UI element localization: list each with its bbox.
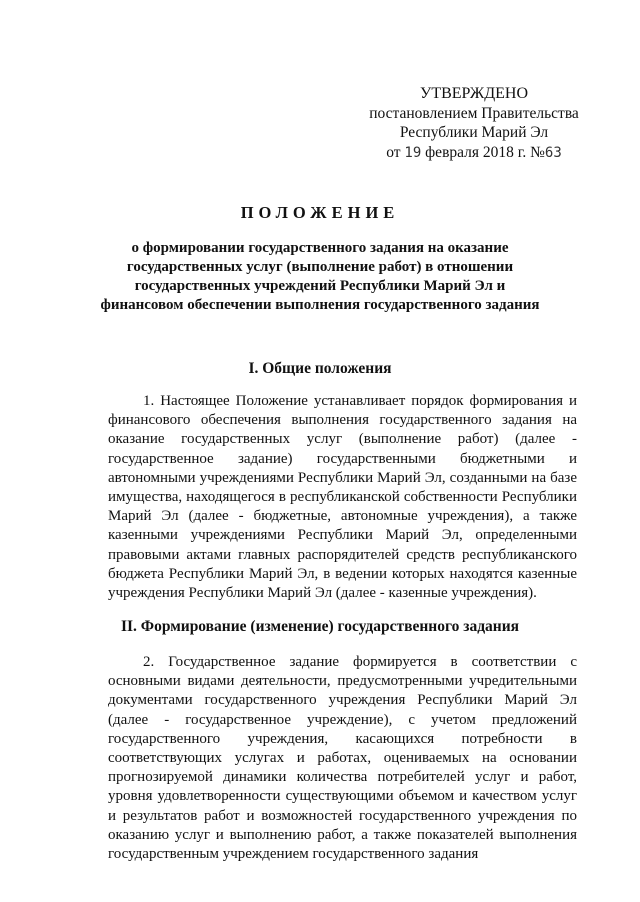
approval-date-day: 19: [404, 144, 422, 161]
approval-date-rest: февраля 2018 г. №: [425, 143, 545, 161]
paragraph-1: 1. Настоящее Положение устанавливает порядок формирования и финансового обеспечения выполнения государственного задания на оказание государственных услуг (выполнение работ) (далее - государственное задание) государственными бюджетными и автономными учреждениями Республики Марий Эл, созданными на базе имущества, находящегося в республиканской собственности Республики Марий Эл (далее - бюджетные, автономные учреждения), а также казенными учреждениями Республики Марий Эл, определенными правовыми актами главных распорядителей средств республиканского бюджета Республики Марий Эл, в ведении которых находятся казенные учреждения Республики Марий Эл (далее - казенные учреждения).: [108, 393, 577, 602]
approval-line-2: Республики Марий Эл: [399, 124, 549, 141]
approval-number: 63: [544, 144, 562, 161]
approval-date-prefix: от: [386, 143, 401, 161]
approval-line-1: постановлением Правительства: [369, 104, 579, 122]
section-heading-general: I. Общие положения: [248, 360, 392, 377]
section-heading-formation: II. Формирование (изменение) государственного задания: [120, 618, 520, 635]
document-title: ПОЛОЖЕНИЕ: [240, 203, 400, 222]
paragraph-2: 2. Государственное задание формируется в соответствии с основными видами деятельности, предусмотренными учредительными документами государственного учреждения Республики Марий Эл (далее - государственное учреждение), с учетом предложений государственного учреждения, касающихся потребности в соответствующих услугах и работах, оцениваемых на основании прогнозируемой динамики количества потребителей услуг и работ, уровня удовлетворенности существующими объемом и качеством услуг и результатов работ и возможностей государственного учреждения по оказанию услуг и выполнению работ, а также показателей выполнения государственным учреждением государственного задания: [108, 654, 577, 863]
document-subtitle: о формировании государственного задания на оказание государственных услуг (выполнение работ) в отношении государственных учреждений Республики Марий Эл и финансовом обеспечении выполнения государственного задания: [100, 240, 540, 313]
approval-heading: УТВЕРЖДЕНО: [419, 85, 528, 102]
approval-stamp: [354, 84, 594, 163]
